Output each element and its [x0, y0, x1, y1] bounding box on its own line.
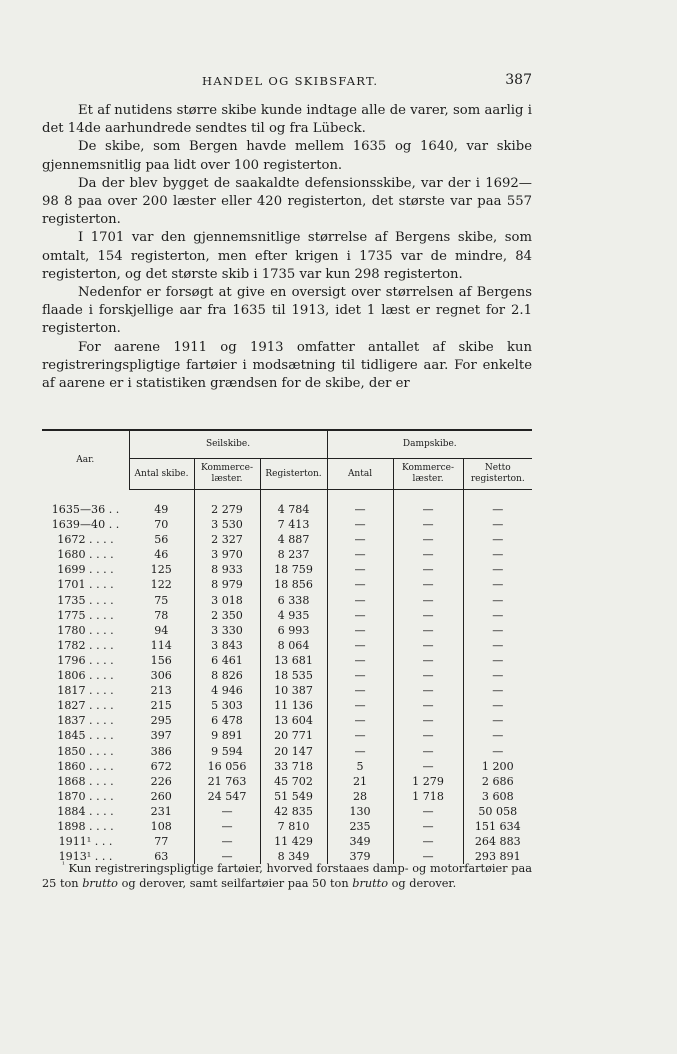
table-row [42, 713, 532, 728]
cell-damp-kommercelaester: — [393, 683, 463, 698]
cell-antal-skibe: 63 [129, 849, 194, 864]
table-row [42, 759, 532, 774]
footnote-mark: ¹ [62, 861, 65, 870]
cell-kommercelaester: — [194, 834, 260, 849]
column-header-aar: Aar. [42, 430, 129, 490]
cell-damp-antal: — [327, 638, 393, 653]
cell-kommercelaester: 21 763 [194, 774, 260, 789]
cell-year: 1868 . . . . [57, 774, 114, 788]
table-row [42, 653, 532, 668]
cell-damp-kommercelaester: — [393, 713, 463, 728]
cell-kommercelaester: 9 594 [194, 744, 260, 759]
cell-damp-antal: — [327, 547, 393, 562]
cell-antal-skibe: 46 [129, 547, 194, 562]
cell-year: 1680 . . . . [57, 548, 114, 562]
group-header-seilskibe: Seilskibe. [129, 430, 327, 459]
table-row [42, 623, 532, 638]
cell-registerton: 4 935 [260, 608, 327, 623]
cell-kommercelaester: — [194, 804, 260, 819]
cell-kommercelaester: 2 279 [194, 490, 260, 518]
paragraph: I 1701 var den gjennemsnitlige størrelse af Bergens skibe, som omtalt, 154 registerton, men efter krigen i 1735 var de mindre, 84 registerton, og det største skib i 1735 var kun 298 registerton. [42, 230, 532, 282]
table-row [42, 819, 532, 834]
cell-netto-registerton: — [492, 578, 504, 592]
cell-damp-kommercelaester: — [393, 638, 463, 653]
cell-netto-registerton: — [492, 623, 504, 637]
cell-damp-antal: — [327, 623, 393, 638]
cell-kommercelaester: 8 979 [194, 577, 260, 592]
cell-damp-antal: — [327, 517, 393, 532]
table-row [42, 804, 532, 819]
column-header-netto-registerton: Netto registerton. [463, 459, 532, 490]
cell-year: 1845 . . . . [57, 729, 114, 743]
cell-antal-skibe: 672 [129, 759, 194, 774]
cell-netto-registerton: — [492, 548, 504, 562]
cell-netto-registerton: 151 634 [474, 819, 521, 833]
column-header-kommercelaester-damp: Kommerce-læster. [393, 459, 463, 490]
cell-kommercelaester: 9 891 [194, 728, 260, 743]
cell-damp-kommercelaester: — [393, 698, 463, 713]
cell-registerton: 13 604 [260, 713, 327, 728]
cell-year: 1911¹ . . . [58, 835, 113, 849]
cell-damp-antal: — [327, 490, 393, 518]
cell-netto-registerton: — [492, 518, 504, 532]
group-header-dampskibe: Dampskibe. [327, 430, 532, 459]
paragraph: Nedenfor er forsøgt at give en oversigt over størrelsen af Bergens flaade i forskjellige aar fra 1635 til 1913, idet 1 læst er regnet for 2.1 registerton. [42, 285, 532, 337]
cell-netto-registerton: — [492, 593, 504, 607]
cell-antal-skibe: 77 [129, 834, 194, 849]
cell-damp-kommercelaester: 1 279 [393, 774, 463, 789]
footnote [42, 862, 532, 891]
cell-netto-registerton: — [492, 714, 504, 728]
cell-netto-registerton: 3 608 [481, 789, 514, 803]
cell-kommercelaester: 3 843 [194, 638, 260, 653]
footnote-part: og derover, samt seilfartøier paa 50 ton [121, 876, 349, 890]
cell-registerton: 7 810 [260, 819, 327, 834]
cell-netto-registerton: — [492, 744, 504, 758]
cell-registerton: 20 147 [260, 744, 327, 759]
cell-netto-registerton: 293 891 [474, 850, 521, 864]
cell-antal-skibe: 295 [129, 713, 194, 728]
cell-registerton: 8 064 [260, 638, 327, 653]
cell-registerton: 6 993 [260, 623, 327, 638]
footnote-part: Kun registreringspligtige fartøier, hvorved forstaaes damp- og motorfartøier paa 25 ton [42, 862, 532, 890]
cell-antal-skibe: 386 [129, 744, 194, 759]
cell-kommercelaester: 3 970 [194, 547, 260, 562]
cell-damp-antal: 130 [327, 804, 393, 819]
cell-netto-registerton: — [492, 669, 504, 683]
cell-damp-kommercelaester: — [393, 490, 463, 518]
footnote-part: og derover. [391, 876, 457, 890]
cell-registerton: 13 681 [260, 653, 327, 668]
cell-damp-kommercelaester: — [393, 653, 463, 668]
cell-registerton: 8 349 [260, 849, 327, 864]
cell-netto-registerton: — [492, 729, 504, 743]
cell-netto-registerton: 50 058 [478, 804, 518, 818]
cell-registerton: 6 338 [260, 593, 327, 608]
cell-damp-kommercelaester: — [393, 728, 463, 743]
cell-damp-antal: — [327, 683, 393, 698]
cell-year: 1827 . . . . [57, 699, 114, 713]
table-row [42, 789, 532, 804]
column-header-registerton: Registerton. [260, 459, 327, 490]
table-row [42, 517, 532, 532]
cell-antal-skibe: 397 [129, 728, 194, 743]
cell-damp-kommercelaester: — [393, 834, 463, 849]
cell-year: 1782 . . . . [57, 638, 114, 652]
cell-kommercelaester: 2 327 [194, 532, 260, 547]
cell-damp-antal: — [327, 728, 393, 743]
cell-antal-skibe: 226 [129, 774, 194, 789]
cell-kommercelaester: 4 946 [194, 683, 260, 698]
cell-kommercelaester: 2 350 [194, 608, 260, 623]
cell-registerton: 11 429 [260, 834, 327, 849]
cell-registerton: 42 835 [260, 804, 327, 819]
table-row [42, 490, 532, 518]
table-row [42, 834, 532, 849]
cell-year: 1860 . . . . [57, 759, 114, 773]
cell-year: 1870 . . . . [57, 789, 114, 803]
cell-kommercelaester: 3 330 [194, 623, 260, 638]
cell-kommercelaester: 5 303 [194, 698, 260, 713]
cell-kommercelaester: 8 933 [194, 562, 260, 577]
cell-antal-skibe: 56 [129, 532, 194, 547]
cell-netto-registerton: — [492, 653, 504, 667]
cell-netto-registerton: — [492, 608, 504, 622]
cell-year: 1672 . . . . [57, 533, 114, 547]
cell-year: 1780 . . . . [57, 623, 114, 637]
cell-damp-antal: 28 [327, 789, 393, 804]
column-header-antal: Antal [327, 459, 393, 490]
stats-table [42, 429, 532, 864]
cell-year: 1898 . . . . [57, 819, 114, 833]
cell-damp-antal: — [327, 698, 393, 713]
cell-damp-kommercelaester: — [393, 623, 463, 638]
page-number: 387 [505, 72, 532, 88]
cell-netto-registerton: 2 686 [481, 774, 514, 788]
paragraph: Da der blev bygget de saakaldte defensionsskibe, var der i 1692—98 8 paa over 200 læster eller 420 registerton, det største var paa 557 registerton. [42, 175, 532, 228]
cell-year: 1735 . . . . [57, 593, 114, 607]
cell-damp-antal: 21 [327, 774, 393, 789]
cell-netto-registerton: 1 200 [481, 759, 514, 773]
cell-year: 1701 . . . . [57, 578, 114, 592]
paragraph: Et af nutidens større skibe kunde indtage alle de varer, som aarlig i det 14de aarhundrede sendtes til og fra Lübeck. [42, 103, 532, 137]
cell-kommercelaester: 6 478 [194, 713, 260, 728]
table-row [42, 668, 532, 683]
cell-damp-antal: 379 [327, 849, 393, 864]
cell-registerton: 51 549 [260, 789, 327, 804]
cell-kommercelaester: — [194, 849, 260, 864]
paragraph: De skibe, som Bergen havde mellem 1635 og 1640, var skibe gjennemsnitlig paa lidt over 100 registerton. [42, 139, 532, 173]
column-header-antal-skibe: Antal skibe. [129, 459, 194, 490]
cell-year: 1699 . . . . [57, 563, 114, 577]
table-row [42, 638, 532, 653]
footnote-text [42, 862, 532, 891]
cell-damp-kommercelaester: — [393, 532, 463, 547]
cell-damp-antal: — [327, 593, 393, 608]
cell-year: 1837 . . . . [57, 714, 114, 728]
cell-year: 1884 . . . . [57, 804, 114, 818]
cell-kommercelaester: 16 056 [194, 759, 260, 774]
cell-netto-registerton: — [492, 503, 504, 516]
table-row [42, 593, 532, 608]
cell-netto-registerton: 264 883 [474, 835, 521, 849]
paragraph: For aarene 1911 og 1913 omfatter antallet af skibe kun registreringspligtige fartøier i modsætning til tidligere aar. For enkelte af aarene er i statistiken grændsen for de skibe, der er [42, 339, 532, 392]
cell-netto-registerton: — [492, 699, 504, 713]
cell-damp-kommercelaester: — [393, 819, 463, 834]
cell-antal-skibe: 156 [129, 653, 194, 668]
footnote-italic: brutto [352, 876, 389, 890]
table-row [42, 608, 532, 623]
cell-year: 1775 . . . . [57, 608, 114, 622]
cell-damp-antal: — [327, 532, 393, 547]
table-row [42, 744, 532, 759]
cell-antal-skibe: 114 [129, 638, 194, 653]
cell-netto-registerton: — [492, 533, 504, 547]
column-header-kommercelaester: Kommerce-læster. [194, 459, 260, 490]
cell-damp-antal: 5 [327, 759, 393, 774]
table-row [42, 683, 532, 698]
cell-kommercelaester: 6 461 [194, 653, 260, 668]
cell-damp-antal: — [327, 713, 393, 728]
cell-damp-kommercelaester: 1 718 [393, 789, 463, 804]
running-title: HANDEL OG SKIBSFART. [202, 74, 379, 88]
cell-antal-skibe: 94 [129, 623, 194, 638]
cell-year: 1796 . . . . [57, 653, 114, 667]
cell-registerton: 10 387 [260, 683, 327, 698]
cell-registerton: 20 771 [260, 728, 327, 743]
cell-damp-antal: — [327, 562, 393, 577]
cell-antal-skibe: 49 [129, 490, 194, 518]
running-head [42, 74, 532, 92]
cell-year: 1850 . . . . [57, 744, 114, 758]
cell-antal-skibe: 260 [129, 789, 194, 804]
cell-registerton: 18 856 [260, 577, 327, 592]
cell-damp-kommercelaester: — [393, 517, 463, 532]
cell-antal-skibe: 306 [129, 668, 194, 683]
cell-damp-antal: — [327, 653, 393, 668]
cell-year: 1635—36 . . [51, 502, 120, 516]
cell-damp-antal: — [327, 608, 393, 623]
cell-damp-antal: — [327, 744, 393, 759]
cell-damp-kommercelaester: — [393, 744, 463, 759]
cell-damp-antal: 235 [327, 819, 393, 834]
cell-damp-kommercelaester: — [393, 593, 463, 608]
cell-registerton: 7 413 [260, 517, 327, 532]
cell-year: 1639—40 . . [51, 518, 120, 532]
cell-kommercelaester: 3 530 [194, 517, 260, 532]
fleet-statistics-table [42, 429, 532, 864]
cell-damp-antal: 349 [327, 834, 393, 849]
cell-damp-kommercelaester: — [393, 668, 463, 683]
cell-antal-skibe: 213 [129, 683, 194, 698]
table-body [42, 490, 532, 865]
cell-antal-skibe: 70 [129, 517, 194, 532]
footnote-italic: brutto [82, 876, 118, 890]
cell-registerton: 11 136 [260, 698, 327, 713]
cell-damp-kommercelaester: — [393, 547, 463, 562]
cell-registerton: 18 535 [260, 668, 327, 683]
table-row [42, 577, 532, 592]
cell-damp-kommercelaester: — [393, 804, 463, 819]
cell-damp-kommercelaester: — [393, 849, 463, 864]
body-text [42, 102, 532, 393]
cell-damp-antal: — [327, 668, 393, 683]
cell-year: 1817 . . . . [57, 684, 114, 698]
cell-registerton: 8 237 [260, 547, 327, 562]
cell-kommercelaester: 24 547 [194, 789, 260, 804]
cell-antal-skibe: 122 [129, 577, 194, 592]
cell-damp-kommercelaester: — [393, 759, 463, 774]
cell-registerton: 4 784 [260, 490, 327, 518]
cell-registerton: 45 702 [260, 774, 327, 789]
cell-registerton: 18 759 [260, 562, 327, 577]
cell-damp-kommercelaester: — [393, 577, 463, 592]
cell-year: 1913¹ . . . [58, 850, 113, 864]
table-row [42, 562, 532, 577]
cell-netto-registerton: — [492, 684, 504, 698]
cell-netto-registerton: — [492, 638, 504, 652]
cell-registerton: 33 718 [260, 759, 327, 774]
cell-antal-skibe: 75 [129, 593, 194, 608]
cell-registerton: 4 887 [260, 532, 327, 547]
cell-kommercelaester: 3 018 [194, 593, 260, 608]
cell-antal-skibe: 78 [129, 608, 194, 623]
cell-netto-registerton: — [492, 563, 504, 577]
cell-antal-skibe: 125 [129, 562, 194, 577]
cell-kommercelaester: 8 826 [194, 668, 260, 683]
cell-antal-skibe: 108 [129, 819, 194, 834]
table-row [42, 774, 532, 789]
cell-year: 1806 . . . . [57, 669, 114, 683]
table-row [42, 547, 532, 562]
cell-kommercelaester: — [194, 819, 260, 834]
table-row [42, 698, 532, 713]
cell-damp-antal: — [327, 577, 393, 592]
table-row [42, 532, 532, 547]
table-row [42, 728, 532, 743]
cell-antal-skibe: 215 [129, 698, 194, 713]
cell-damp-kommercelaester: — [393, 608, 463, 623]
cell-damp-kommercelaester: — [393, 562, 463, 577]
cell-antal-skibe: 231 [129, 804, 194, 819]
